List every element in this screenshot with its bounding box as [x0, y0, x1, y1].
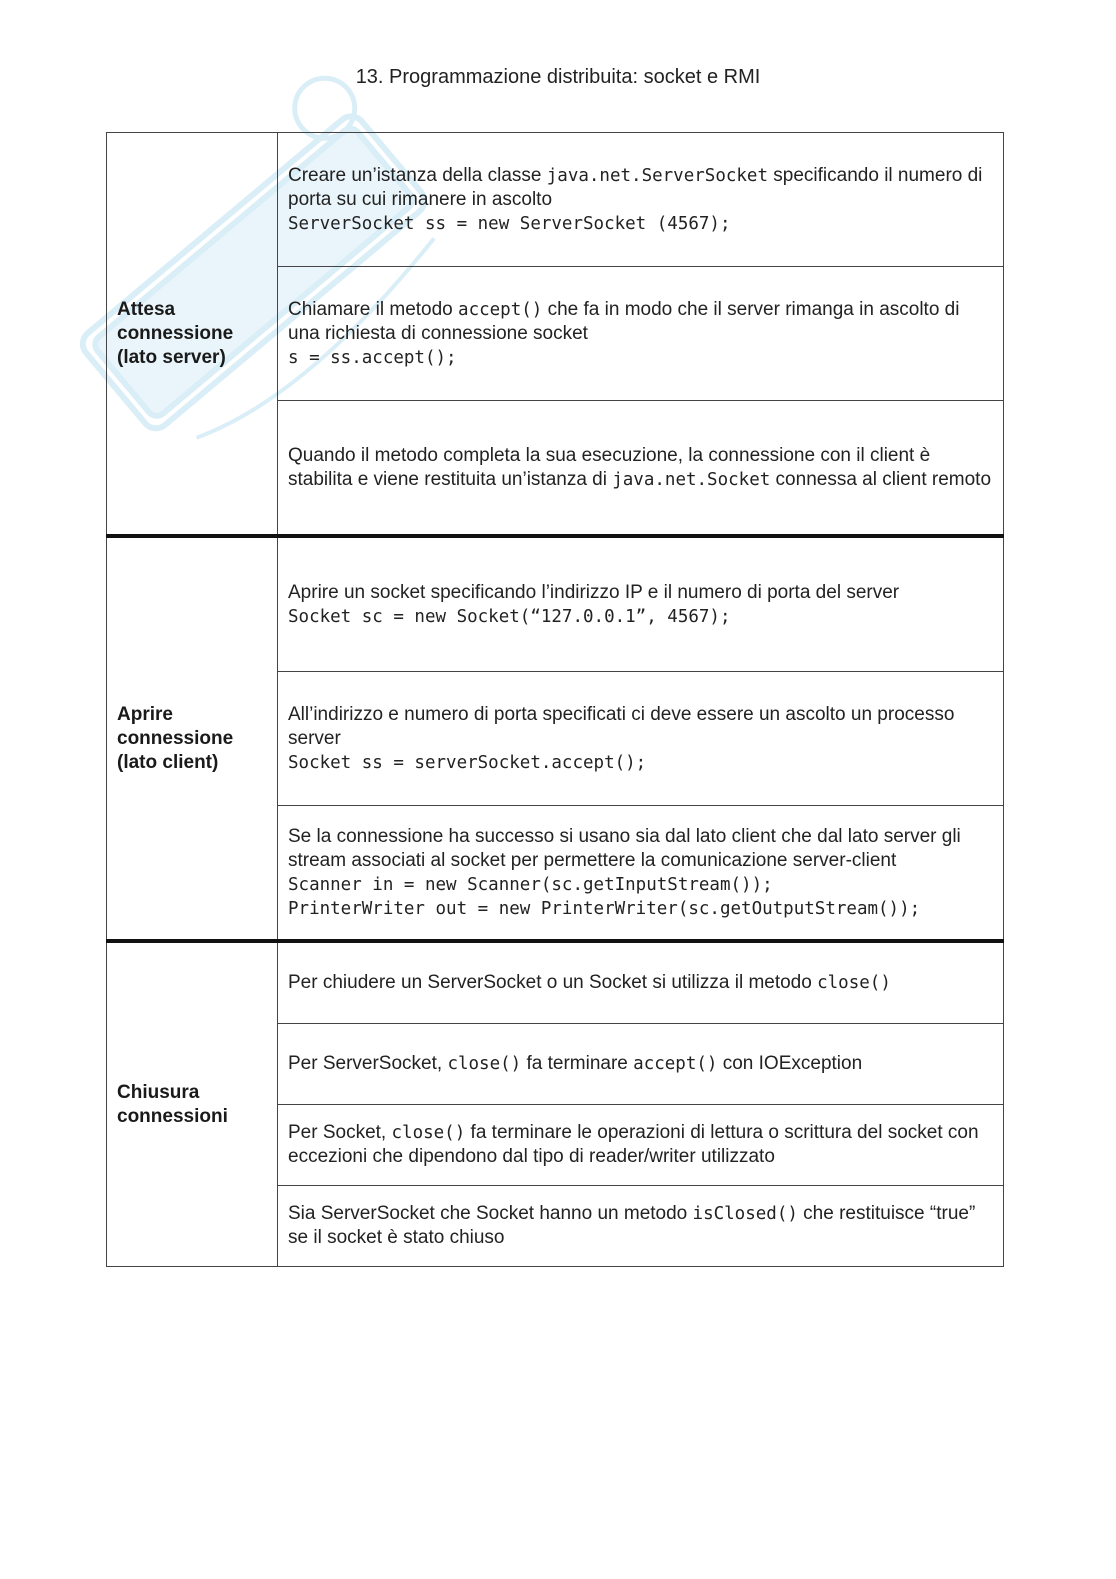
code-line: Socket sc = new Socket(“127.0.0.1”, 4567);	[288, 606, 731, 627]
code-line: Socket ss = serverSocket.accept();	[288, 752, 647, 773]
table-cell: Se la connessione ha successo si usano sia dal lato client che dal lato server gli stream associati al socket per permettere la comunicazione server-client Scanner in = new Scanner(sc.getInputStream()); PrinterWriter out = new PrinterWriter(sc.getOutputStream());	[278, 806, 1004, 942]
table-cell: Per ServerSocket, close() fa terminare accept() con IOException	[278, 1024, 1004, 1105]
table-cell: Aprire un socket specificando l’indirizzo IP e il numero di porta del server Socket sc = new Socket(“127.0.0.1”, 4567);	[278, 536, 1004, 672]
table-cell: Per Socket, close() fa terminare le operazioni di lettura o scrittura del socket con eccezioni che dipendono dal tipo di reader/writer utilizzato	[278, 1105, 1004, 1186]
table-row	[107, 941, 1004, 1024]
section-label: Attesa connessione (lato server)	[107, 133, 278, 537]
table-cell: Chiamare il metodo accept() che fa in modo che il server rimanga in ascolto di una richiesta di connessione socket s = ss.accept();	[278, 267, 1004, 401]
table-cell: Sia ServerSocket che Socket hanno un metodo isClosed() che restituisce “true” se il socket è stato chiuso	[278, 1186, 1004, 1267]
code-line: PrinterWriter out = new PrinterWriter(sc.getOutputStream());	[288, 898, 921, 919]
table-row	[107, 536, 1004, 672]
code-line: Scanner in = new Scanner(sc.getInputStream());	[288, 874, 773, 895]
section-label: Aprire connessione (lato client)	[107, 536, 278, 941]
page-title: 13. Programmazione distribuita: socket e RMI	[355, 66, 761, 88]
code-line: s = ss.accept();	[288, 347, 457, 368]
section-label: Chiusura connessioni	[107, 941, 278, 1267]
table-cell: Per chiudere un ServerSocket o un Socket si utilizza il metodo close()	[278, 941, 1004, 1024]
table-cell: Creare un’istanza della classe java.net.ServerSocket specificando il numero di porta su cui rimanere in ascolto ServerSocket ss = new ServerSocket (4567);	[278, 133, 1004, 267]
code-line: ServerSocket ss = new ServerSocket (4567);	[288, 213, 731, 234]
table-cell: All’indirizzo e numero di porta specificati ci deve essere un ascolto un processo server Socket ss = serverSocket.accept();	[278, 672, 1004, 806]
table-cell: Quando il metodo completa la sua esecuzione, la connessione con il client è stabilita e viene restituita un’istanza di java.net.Socket connessa al client remoto	[278, 401, 1004, 537]
table-row	[107, 133, 1004, 267]
content-table	[106, 132, 1004, 1267]
